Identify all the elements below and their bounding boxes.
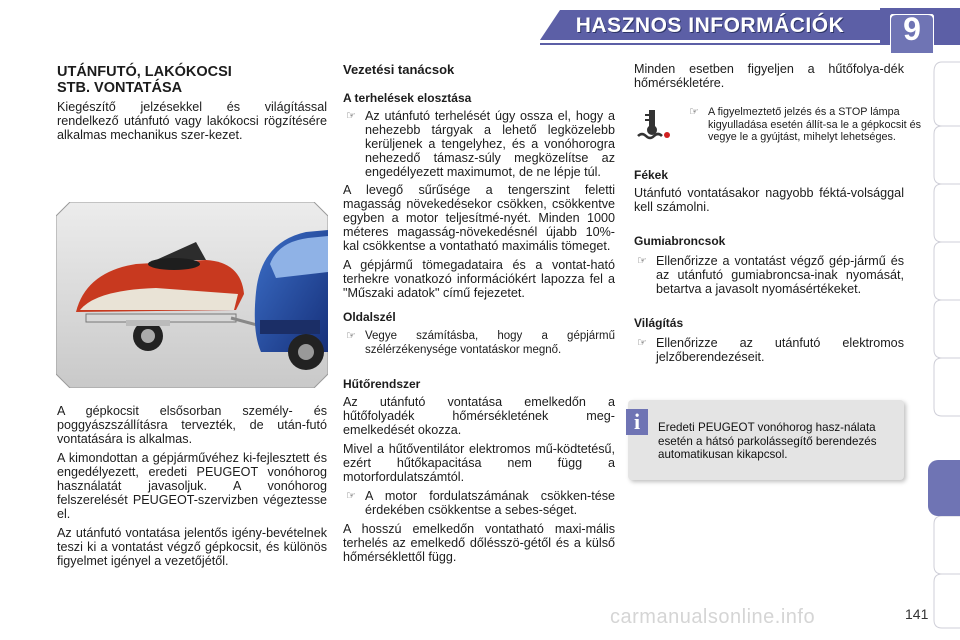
info-icon: i	[626, 409, 648, 435]
wind-bullet-text: Vegye számításba, hogy a gépjármű szélérzékenysége vontatáskor megnő.	[365, 330, 615, 356]
middle-column	[343, 62, 615, 564]
pointing-hand-icon: ☞	[346, 110, 356, 122]
towing-illustration	[56, 202, 328, 388]
cooling-paragraphs	[343, 395, 615, 484]
left-intro: Kiegészítő jelzésekkel és világítással rendelkező utánfutó vagy lakókocsi rögzítésére alkalmas mechanikus szer-kezet.	[57, 100, 327, 142]
tyres-heading: Gumiabroncsok	[634, 234, 726, 248]
page-title: HASZNOS INFORMÁCIÓK	[575, 14, 845, 37]
air-paragraphs	[343, 183, 615, 300]
air-paragraph-2: A gépjármű tömegadataira és a vontat-ható terhekre vonatkozó információkért lapozza fel a "Műszaki adatok" című fejezetet.	[343, 258, 615, 300]
pointing-hand-icon: ☞	[346, 490, 356, 502]
left-title-line-2: STB. VONTATÁSA	[57, 80, 183, 96]
left-title-line-1: UTÁNFUTÓ, LAKÓKOCSI	[57, 64, 232, 80]
brakes-paragraph: Utánfutó vontatásakor nagyobb féktá-volsággal kell számolni.	[634, 186, 904, 214]
lights-heading: Világítás	[634, 316, 684, 330]
coolant-note: Minden esetben figyeljen a hűtőfolya-dék hőmérsékletére.	[634, 62, 904, 90]
brakes-heading: Fékek	[634, 168, 669, 182]
lights-bullet	[634, 336, 904, 364]
air-paragraph-1: A levegő sűrűsége a tengerszint feletti magasság növekedésekor csökken, csökkentve egyben a motor teljesítmé-nyét. Minden 1000 méteres magasság-növekedésnél újabb 10%-kal csökkentse a vontatható maximális tömeget.	[343, 183, 615, 253]
page-number: 141	[905, 606, 929, 622]
pointing-hand-icon: ☞	[689, 106, 699, 118]
wind-bullet	[343, 330, 615, 357]
warning-block	[634, 106, 922, 158]
cooling-bullet	[343, 489, 615, 517]
section-title: Vezetési tanácsok	[343, 62, 455, 77]
cooling-bullet-text: A motor fordulatszámának csökken-tése érdekében csökkentse a sebes-séget.	[365, 489, 615, 517]
left-paragraph-2: A kimondottan a gépjárművéhez ki-fejlesztett és engedélyezett, eredeti PEUGEOT vonóhorog használatát javasoljuk. A vonóhorog felszerelését PEUGEOT-szervizben végeztesse el.	[57, 451, 327, 521]
cooling-paragraph-2: Mivel a hűtőventilátor elektromos mű-ködtetésű, ezért hűtőkapacitása nem függ a motorfordulatszámtól.	[343, 442, 615, 484]
cooling-paragraph-3: A hosszú emelkedőn vontatható maxi-mális terhelés az emelkedő dőlésszö-gétől és a külső hőmérséklettől függ.	[343, 522, 615, 564]
left-paragraph-1: A gépkocsit elsősorban személy- és poggyászszállításra tervezték, de után-futó vontatására is alkalmas.	[57, 404, 327, 446]
left-title	[57, 64, 317, 96]
load-bullet-text: Az utánfutó terhelését úgy ossza el, hogy a nehezebb tárgyak a lehető legközelebb kerüljenek a tengelyhez, és a vonóhorogra nehezedő támasz-súly megközelítse az engedélyezett maximumot, de ne lépje túl.	[365, 109, 615, 179]
cooling-paragraph-1: Az utánfutó vontatása emelkedőn a hűtőfolyadék hőmérsékletének meg-emelkedését okozza.	[343, 395, 615, 437]
load-bullet	[343, 109, 615, 179]
right-column	[634, 62, 922, 364]
cooling-heading: Hűtőrendszer	[343, 377, 421, 391]
tyres-bullet	[634, 254, 904, 296]
left-paragraph-3: Az utánfutó vontatása jelentős igény-bevételnek teszi ki a vontatást végző gépkocsit, és különös figyelmet igényel a vezetőjétől.	[57, 526, 327, 568]
pointing-hand-icon: ☞	[346, 330, 356, 342]
chapter-number: 9	[903, 11, 921, 47]
warning-bullet-text: A figyelmeztető jelzés és a STOP lámpa kigyulladása esetén állít-sa le a gépkocsit és vegye le a gyújtást, mihelyt lehetséges.	[708, 106, 922, 143]
left-body	[57, 404, 327, 573]
pointing-hand-icon: ☞	[637, 337, 647, 349]
watermark: carmanualsonline.info	[610, 606, 816, 628]
chapter-tabs[interactable]	[928, 60, 960, 640]
warning-bullet	[686, 106, 926, 144]
load-heading: A terhelések elosztása	[343, 91, 472, 105]
wind-heading: Oldalszél	[343, 310, 396, 324]
lights-bullet-text: Ellenőrizze az utánfutó elektromos jelzőberendezéseit.	[656, 336, 904, 364]
info-text: Eredeti PEUGEOT vonóhorog hasz-nálata esetén a hátsó parkolássegítő berendezés automatikusan kikapcsol.	[658, 421, 877, 461]
coolant-temperature-icon	[636, 108, 670, 142]
tyres-bullet-text: Ellenőrizze a vontatást végző gép-jármű és az utánfutó gumiabroncsa-inak nyomását, betartva a javasolt nyomásértékeket.	[656, 254, 904, 296]
pointing-hand-icon: ☞	[637, 255, 647, 267]
active-chapter-tab[interactable]	[928, 460, 960, 516]
